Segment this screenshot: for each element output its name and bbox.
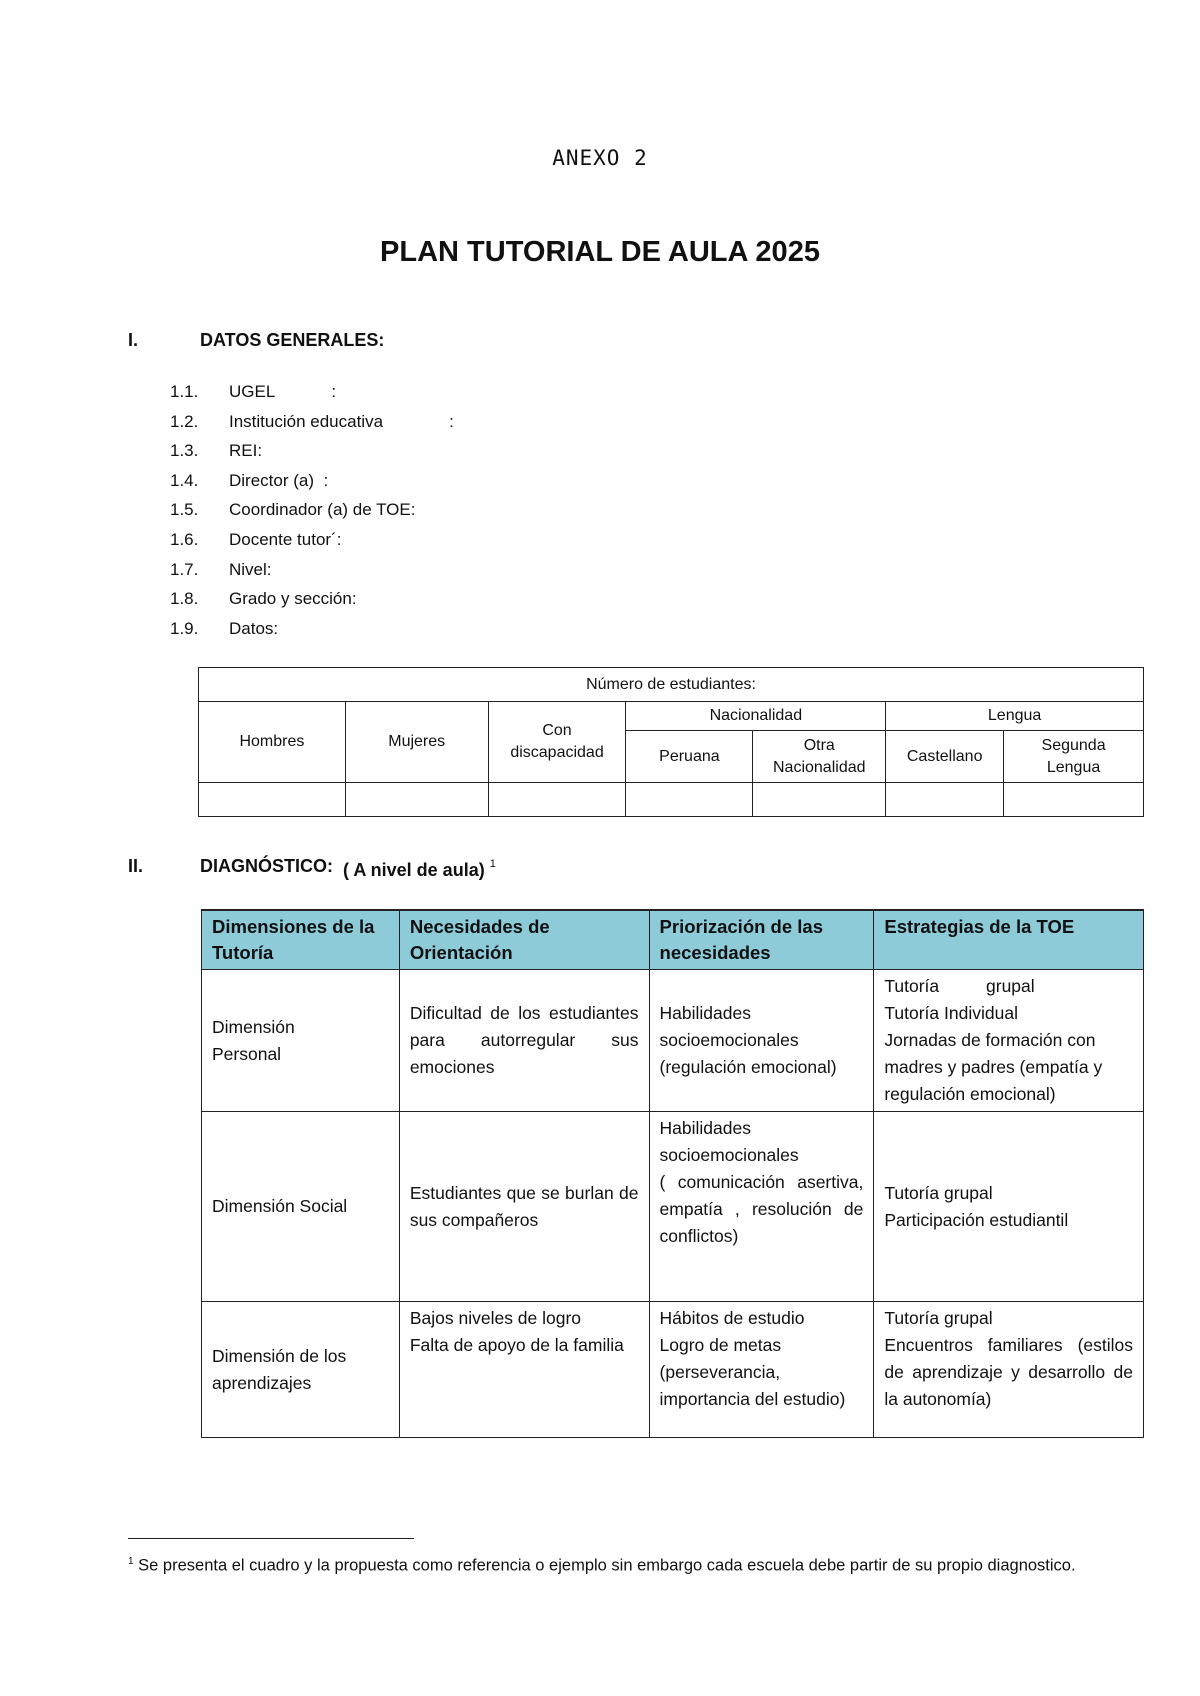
- section-2-number: II.: [128, 856, 144, 876]
- section-2-subtitle: ( A nivel de aula) $^1$: [343, 858, 496, 880]
- item-number: 1.2.: [170, 411, 199, 431]
- header-necesidades: Necesidades de Orientación: [399, 910, 649, 970]
- item-label: UGEL :: [229, 382, 337, 401]
- item-number: 1.3.: [170, 441, 199, 461]
- footnote-ref[interactable]: 1: [489, 858, 496, 870]
- list-item: [170, 495, 454, 525]
- strategy-cell: Tutoría grupal Tutoría Individual Jornadas de formación con madres y padres (empatía y regulación emocional): [874, 970, 1144, 1112]
- item-number: 1.4.: [170, 470, 199, 490]
- table-row: [202, 1112, 1144, 1302]
- strategy-cell: Tutoría grupal Participación estudiantil: [874, 1112, 1144, 1302]
- dimension-cell: Dimensión Personal: [202, 970, 400, 1112]
- list-item: [170, 407, 454, 437]
- students-table-caption: Número de estudiantes:: [199, 668, 1144, 702]
- section-2-title: DIAGNÓSTICO:: [200, 856, 333, 876]
- annex-label: ANEXO 2: [552, 146, 648, 170]
- item-number: 1.1.: [170, 382, 199, 401]
- need-cell: Estudiantes que se burlan de sus compañeros: [399, 1112, 649, 1302]
- item-number: 1.5.: [170, 500, 199, 520]
- footnote: [128, 1550, 1128, 1578]
- list-item: [170, 525, 454, 555]
- item-number: 1.7.: [170, 559, 199, 579]
- header-otra-nacionalidad: Otra Nacionalidad: [753, 731, 886, 783]
- header-con-discapacidad: Con discapacidad: [488, 702, 626, 783]
- header-segunda-lengua: Segunda Lengua: [1004, 731, 1144, 783]
- priority-cell: Habilidades socioemocionales (regulación emocional): [649, 970, 874, 1112]
- need-cell: Bajos niveles de logro Falta de apoyo de la familia: [399, 1302, 649, 1438]
- header-dimensiones: Dimensiones de la Tutoría: [202, 910, 400, 970]
- item-label: Coordinador (a) de TOE:: [229, 500, 416, 520]
- header-castellano: Castellano: [886, 731, 1004, 783]
- list-item: [170, 614, 454, 644]
- item-label: Institución educativa :: [229, 411, 454, 431]
- item-number: 1.9.: [170, 618, 199, 638]
- item-label: Docente tutor´:: [229, 529, 342, 549]
- strategy-cell: Tutoría grupal Encuentros familiares (estilos de aprendizaje y desarrollo de la autonomía): [874, 1302, 1144, 1438]
- item-label: REI:: [229, 441, 263, 461]
- header-hombres: Hombres: [199, 702, 346, 783]
- header-estrategias: Estrategias de la TOE: [874, 910, 1144, 970]
- section-1-number: I.: [128, 330, 139, 350]
- dimension-cell: Dimensión de los aprendizajes: [202, 1302, 400, 1438]
- table-row: [202, 970, 1144, 1112]
- general-data-list: [170, 377, 454, 643]
- need-cell: Dificultad de los estudiantes para autorregular sus emociones: [399, 970, 649, 1112]
- list-item: [170, 377, 454, 407]
- header-peruana: Peruana: [626, 731, 753, 783]
- item-label: Grado y sección:: [229, 589, 357, 609]
- footnote-text: Se presenta el cuadro y la propuesta como referencia o ejemplo sin embargo cada escuela debe partir de su propio diagnostico.: [138, 1556, 1076, 1575]
- input-cell-hombres[interactable]: [199, 783, 346, 817]
- header-mujeres: Mujeres: [345, 702, 488, 783]
- table-row: [202, 1302, 1144, 1438]
- list-item: [170, 555, 454, 585]
- list-item: [170, 436, 454, 466]
- input-cell-segunda-lengua[interactable]: [1004, 783, 1144, 817]
- item-number: 1.6.: [170, 529, 199, 549]
- dimension-cell: Dimensión Social: [202, 1112, 400, 1302]
- list-item: [170, 584, 454, 614]
- students-count-table: [198, 667, 1144, 817]
- header-lengua: Lengua: [886, 702, 1144, 731]
- header-priorizacion: Priorización de las necesidades: [649, 910, 874, 970]
- header-nacionalidad: Nacionalidad: [626, 702, 886, 731]
- item-label: Nivel:: [229, 559, 272, 579]
- priority-cell: Hábitos de estudio Logro de metas (perseverancia, importancia del estudio): [649, 1302, 874, 1438]
- item-number: 1.8.: [170, 589, 199, 609]
- input-cell-otra-nacionalidad[interactable]: [753, 783, 886, 817]
- footnote-divider: [128, 1538, 414, 1539]
- diagnosis-table: [201, 909, 1144, 1438]
- section-1-title: DATOS GENERALES:: [200, 330, 385, 350]
- input-cell-peruana[interactable]: [626, 783, 753, 817]
- list-item: [170, 466, 454, 496]
- input-cell-mujeres[interactable]: [345, 783, 488, 817]
- item-label: Datos:: [229, 618, 279, 638]
- input-cell-con-discapacidad[interactable]: [488, 783, 626, 817]
- item-label: Director (a) :: [229, 470, 329, 490]
- input-cell-castellano[interactable]: [886, 783, 1004, 817]
- priority-cell: Habilidades socioemocionales ( comunicación asertiva, empatía , resolución de conflictos): [649, 1112, 874, 1302]
- page-title: PLAN TUTORIAL DE AULA 2025: [380, 236, 820, 268]
- footnote-mark: 1: [128, 1556, 134, 1567]
